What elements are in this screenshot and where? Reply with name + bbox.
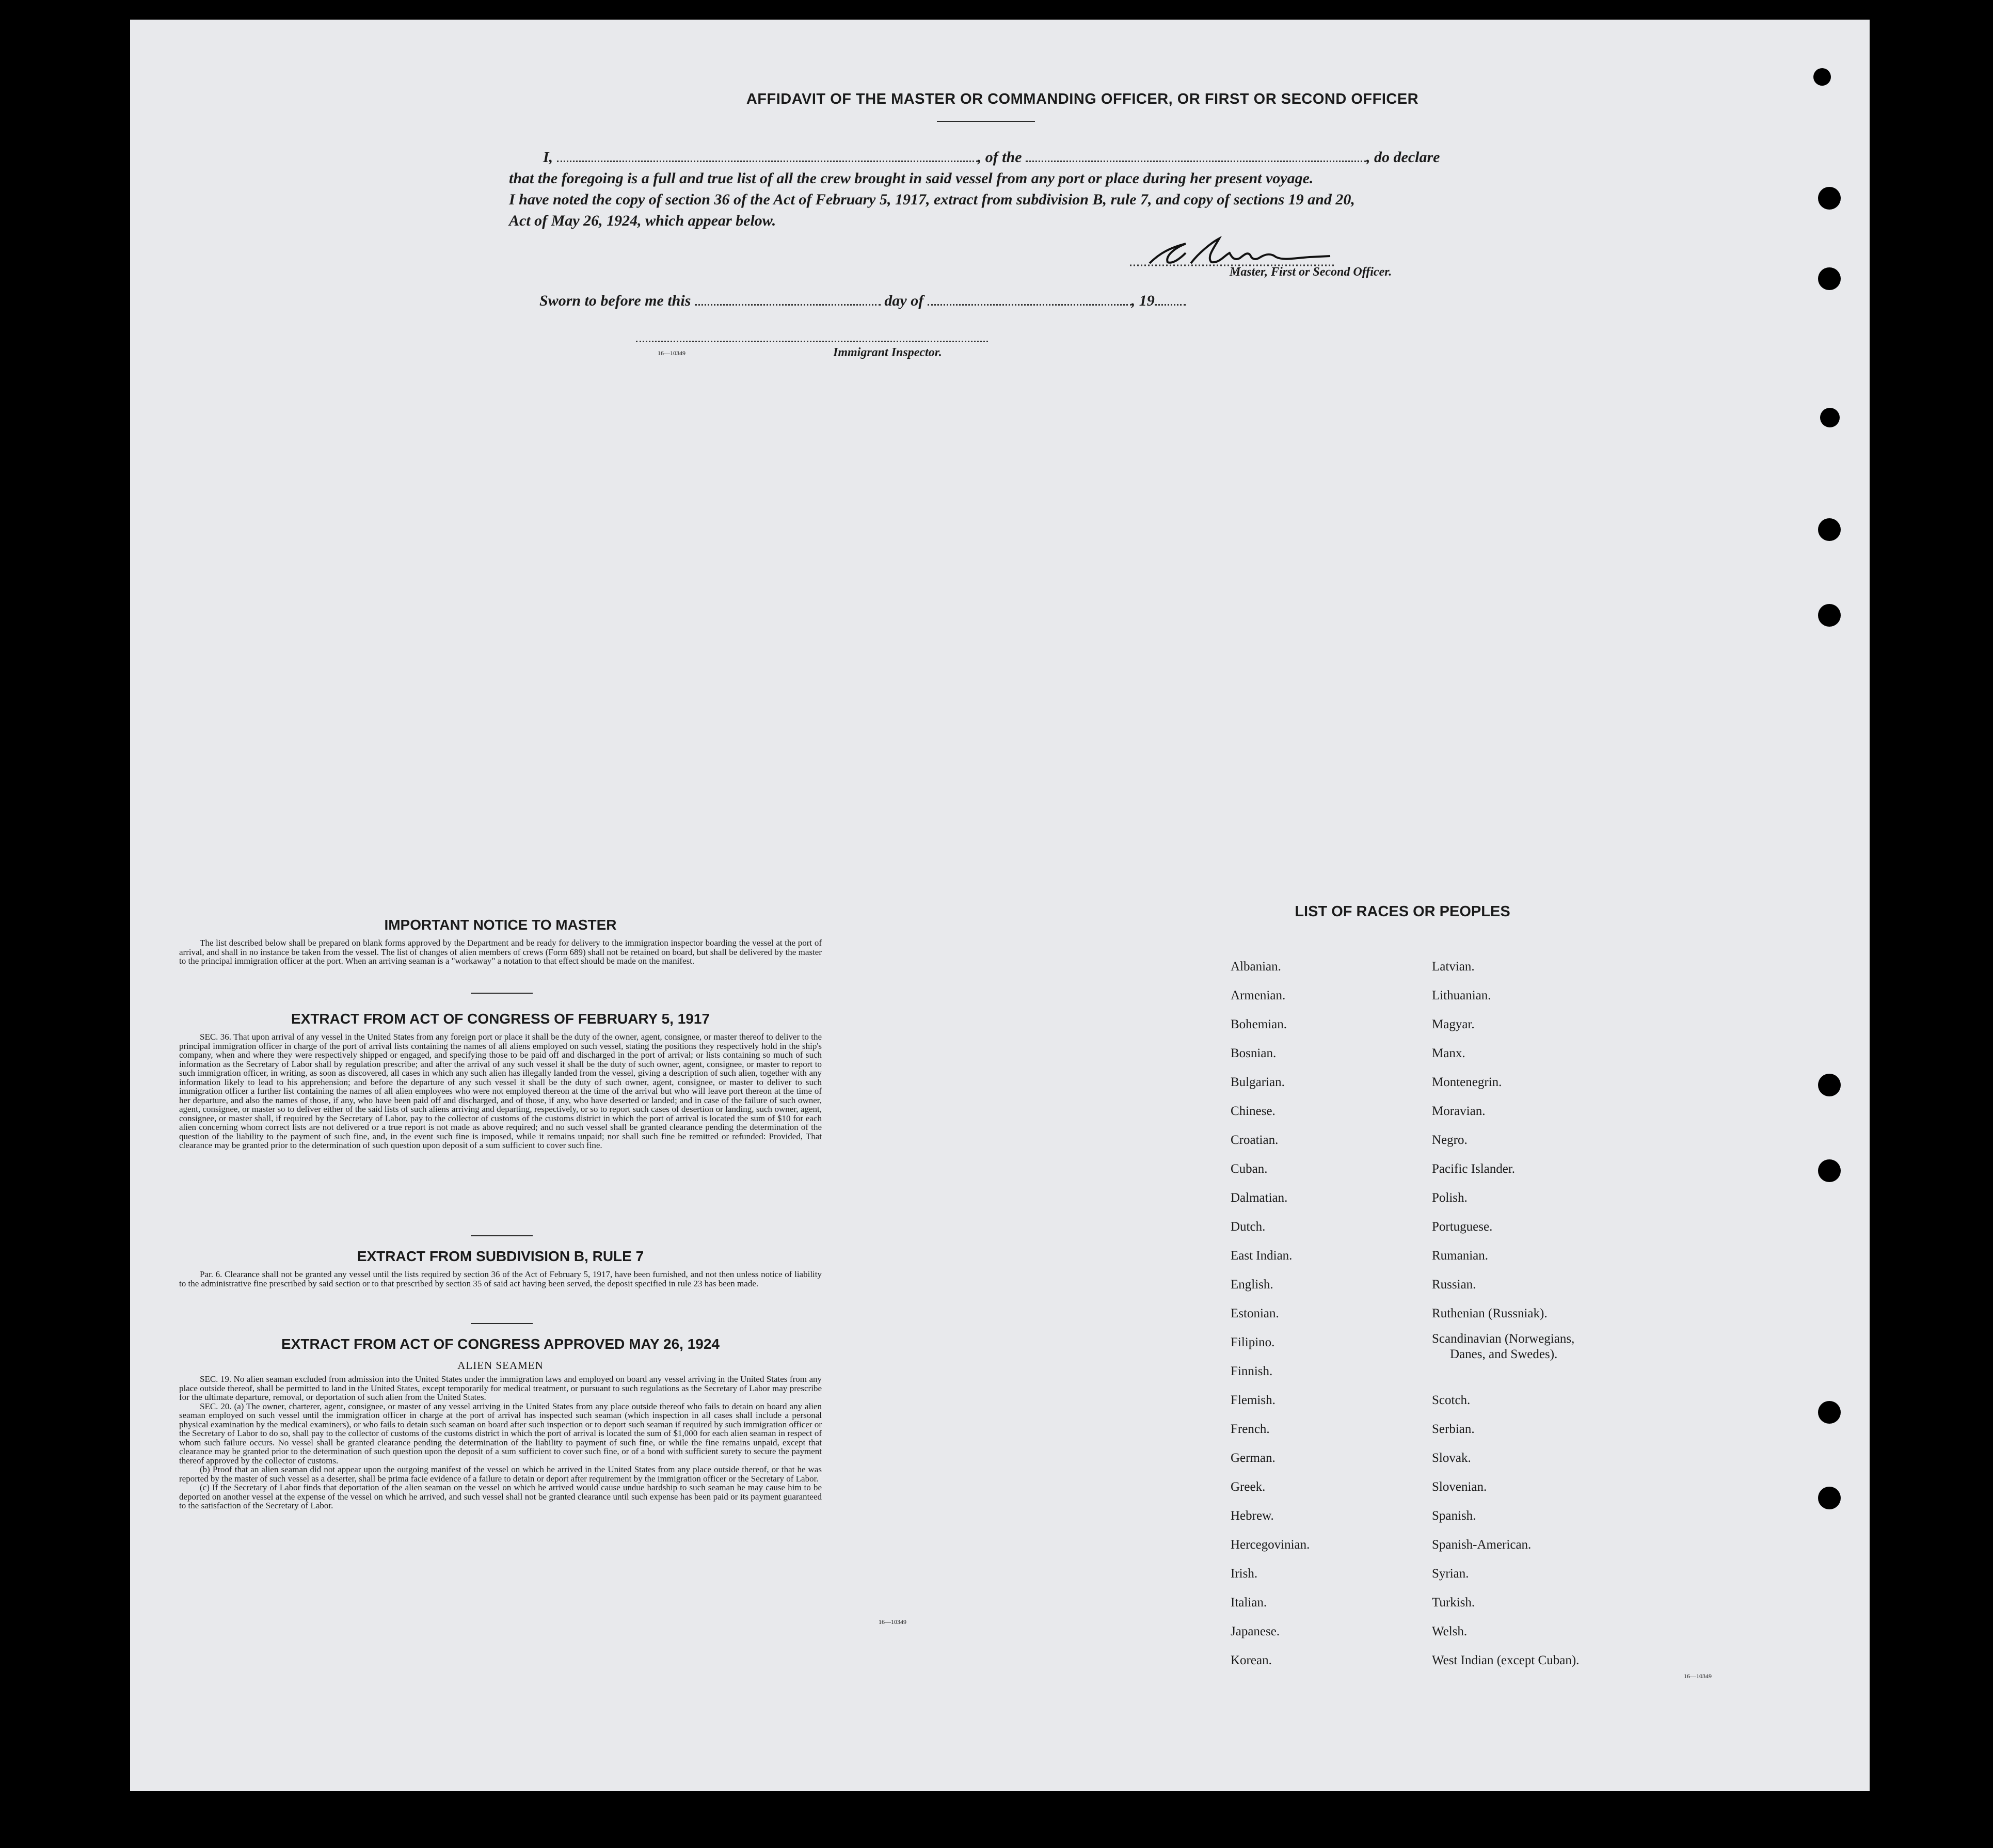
race-right-item: Polish. — [1432, 1191, 1468, 1205]
section-divider — [471, 993, 533, 994]
declaration-line-3: I have noted the copy of section 36 of the Act of February 5, 1917, extract from subdivision B, rule 7, and copy of sections 19 and 20, — [509, 191, 1355, 208]
race-right-item: Spanish-American. — [1432, 1538, 1532, 1552]
race-left-item: Finnish. — [1231, 1364, 1273, 1378]
race-right-item: Montenegrin. — [1432, 1075, 1502, 1089]
alien-seamen-subheading: ALIEN SEAMEN — [457, 1359, 544, 1372]
extract-rule7-heading: EXTRACT FROM SUBDIVISION B, RULE 7 — [357, 1248, 644, 1264]
punch-hole — [1818, 604, 1841, 627]
inspector-label: Immigrant Inspector. — [833, 346, 942, 359]
signature-label: Master, First or Second Officer. — [1230, 265, 1392, 279]
notice-heading: IMPORTANT NOTICE TO MASTER — [384, 917, 617, 933]
sworn-day-blank[interactable] — [695, 293, 881, 306]
sec-20b-text: (b) Proof that an alien seaman did not appear upon the outgoing manifest of the vessel on which he arrived in the United States from any place outside thereof, or that he was reported by the master of such vessel as a deserter, shall be prima facie evidence of a failure to detain or deport after requirement by the immigration officer or the Secretary of Labor. — [179, 1464, 822, 1484]
punch-hole — [1818, 267, 1841, 290]
sworn-line: Sworn to before me this day of , 19 — [539, 292, 1186, 310]
extract-1917-heading: EXTRACT FROM ACT OF CONGRESS OF FEBRUARY 5, 1917 — [291, 1011, 710, 1027]
race-right-item: Moravian. — [1432, 1104, 1486, 1118]
race-right-item: Latvian. — [1432, 960, 1475, 974]
race-left-item: Bosnian. — [1231, 1046, 1277, 1060]
punch-hole — [1818, 1401, 1841, 1424]
race-right-item: Welsh. — [1432, 1624, 1468, 1638]
race-left-item: Greek. — [1231, 1480, 1266, 1494]
race-left-item: Flemish. — [1231, 1393, 1275, 1407]
race-right-item: Ruthenian (Russniak). — [1432, 1307, 1548, 1320]
extract-1924-text — [179, 1375, 822, 1510]
race-left-item: Bulgarian. — [1231, 1075, 1285, 1089]
race-left-item: Irish. — [1231, 1567, 1258, 1581]
race-right-item: Negro. — [1432, 1133, 1468, 1147]
affidavit-title: AFFIDAVIT OF THE MASTER OR COMMANDING OFFICER, OR FIRST OR SECOND OFFICER — [746, 91, 1419, 107]
title-divider — [937, 121, 1035, 122]
extract-rule7-text: Par. 6. Clearance shall not be granted any vessel until the lists required by section 36 of the Act of February 5, 1917, have been furnished, and not then unless notice of liability to the administrative fine prescribed by said section or to that prescribed by section 35 of said act having been served, the deposit specified in rule 23 has been made. — [179, 1269, 822, 1288]
section-divider — [471, 1235, 533, 1236]
race-left-item: Chinese. — [1231, 1104, 1275, 1118]
punch-hole — [1818, 1074, 1841, 1096]
declaration-line-1: I, , of the , do declare — [543, 149, 1440, 166]
inspector-signature-line — [636, 341, 988, 342]
race-left-item: Armenian. — [1231, 989, 1286, 1002]
race-left-item: Cuban. — [1231, 1162, 1268, 1176]
race-right-item: Syrian. — [1432, 1567, 1469, 1581]
race-right-item: Manx. — [1432, 1046, 1465, 1060]
race-right-item: Scandinavian (Norwegians, — [1432, 1332, 1575, 1346]
race-right-item: Scotch. — [1432, 1393, 1471, 1407]
race-left-item: Estonian. — [1231, 1307, 1279, 1320]
race-right-item: Russian. — [1432, 1278, 1476, 1292]
document-page — [130, 20, 1870, 1791]
punch-hole — [1818, 1159, 1841, 1182]
race-right-item: Spanish. — [1432, 1509, 1476, 1523]
race-right-item: Danes, and Swedes). — [1450, 1347, 1558, 1361]
race-right-item: Rumanian. — [1432, 1249, 1489, 1263]
punch-hole — [1813, 68, 1831, 86]
sec-20a-text: SEC. 20. (a) The owner, charterer, agent, consignee, or master of any vessel arriving in the United States from any place outside thereof who fails to detain on board any alien seaman employed on such vessel until the immigration officer in charge at the port of arrival has inspected such seaman (which inspection in all cases shall include a personal physical examination by the medical examiners), or who fails to detain such seaman on board after such inspection or to deport such seaman if required by such immigration officer or the Secretary of Labor to do so, shall pay to the collector of customs of the customs district in which the port of arrival is located the sum of $1,000 for each alien seaman in respect of whom such failure occurs. No vessel shall be granted clearance pending the determination of the liability to payment of such fine, or while the fine remains unpaid, except that clearance may be granted prior to the determination of such question upon the deposit of a sum sufficient to cover such fine, or of a bond with sufficient surety to secure the payment thereof approved by the collector of customs. — [179, 1401, 822, 1465]
race-left-item: Filipino. — [1231, 1335, 1275, 1349]
races-heading: LIST OF RACES OR PEOPLES — [1295, 903, 1510, 920]
section-divider — [471, 1323, 533, 1324]
declaration-line-2: that the foregoing is a full and true list of all the crew brought in said vessel from any port or place during her present voyage. — [509, 170, 1314, 187]
sworn-month-blank[interactable] — [928, 293, 1131, 306]
race-left-item: Hebrew. — [1231, 1509, 1274, 1523]
race-left-item: Albanian. — [1231, 960, 1281, 974]
punch-hole — [1820, 408, 1840, 427]
race-right-item: Lithuanian. — [1432, 989, 1491, 1002]
race-left-item: Dutch. — [1231, 1220, 1266, 1234]
punch-hole — [1818, 1487, 1841, 1509]
vessel-blank[interactable] — [1026, 149, 1366, 162]
race-right-item: Serbian. — [1432, 1422, 1475, 1436]
notice-text: The list described below shall be prepared on blank forms approved by the Department and be ready for delivery to the immigration inspector boarding the vessel at the port of arrival, and shall in no instance be taken from the vessel. The list of changes of alien members of crews (Form 689) shall not be retained on board, but shall be delivered by the master to the principal immigration officer at the port. When an arriving seaman is a "workaway" a notation to that effect should be made on the manifest. — [179, 938, 822, 966]
sworn-year-blank[interactable] — [1155, 293, 1186, 306]
extract-1917-text: SEC. 36. That upon arrival of any vessel in the United States from any foreign port or place it shall be the duty of the owner, agent, consignee, or master thereof to deliver to the principal immigration officer in charge of the port of arrival lists containing the names of all aliens employed on such vessel, stating the positions they respectively hold in the ship's company, when and where they were respectively shipped or engaged, and specifying those to be paid off and discharged in the port of arrival; or lists containing so much of such information as the Secretary of Labor shall by regulation prescribe; and after the arrival of any such vessel it shall be the duty of such owner, agent, consignee, or master to report to such immigration officer, in writing, as soon as discovered, all cases in which any such alien has illegally landed from the vessel, giving a description of such alien, together with any information likely to lead to his apprehension; and before the departure of any such vessel it shall be the duty of such owner, agent, consignee, or master to deliver to such immigration officer a further list containing the names of all alien employees who were not employed thereon at the time of the arrival but who will leave port thereon at the time of her departure, and also the names of those, if any, who have been paid off and discharged, and of those, if any, who have deserted or landed; and in case of the failure of such owner, agent, consignee, or master so to deliver either of the said lists of such aliens arriving and departing, respectively, or so to report such cases of desertion or landing, such owner, agent, consignee, or master shall, if required by the Secretary of Labor, pay to the collector of customs of the customs district in which the port of arrival is located the sum of $10 for each alien concerning whom correct lists are not delivered or a true report is not made as above required; and no such vessel shall be granted clearance pending the determination of the question of the liability to the payment of such fine, and, in the event such fine is imposed, while it remains unpaid; nor shall such fine be remitted or refunded: Provided, That clearance may be granted prior to the determination of such question upon deposit of a sum sufficient to cover such fine. — [179, 1032, 822, 1150]
race-right-item: Slovenian. — [1432, 1480, 1487, 1494]
race-right-item: Pacific Islander. — [1432, 1162, 1516, 1176]
race-left-item: Bohemian. — [1231, 1017, 1287, 1031]
sec-19-text: SEC. 19. No alien seaman excluded from admission into the United States under the immigration laws and employed on board any vessel arriving in the United States from any place outside thereof, shall be permitted to land in the United States, except temporarily for medical treatment, or pursuant to such regulations as the Secretary of Labor may prescribe for the ultimate departure, removal, or deportation of such alien from the United States. — [179, 1374, 822, 1402]
race-left-item: Croatian. — [1231, 1133, 1279, 1147]
punch-hole — [1818, 187, 1841, 210]
name-blank[interactable] — [557, 149, 978, 162]
race-left-item: Korean. — [1231, 1653, 1272, 1667]
race-right-item: Slovak. — [1432, 1451, 1471, 1465]
race-left-item: English. — [1231, 1278, 1273, 1292]
race-right-item: Magyar. — [1432, 1017, 1475, 1031]
race-right-item: Turkish. — [1432, 1596, 1475, 1610]
punch-hole — [1818, 518, 1841, 541]
race-left-item: Japanese. — [1231, 1624, 1280, 1638]
race-right-item: Portuguese. — [1432, 1220, 1493, 1234]
race-left-item: Hercegovinian. — [1231, 1538, 1310, 1552]
declaration-line-4: Act of May 26, 1924, which appear below. — [509, 212, 776, 229]
sec-20c-text: (c) If the Secretary of Labor finds that deportation of the alien seaman on the vessel on which he arrived would cause undue hardship to such seaman he may cause him to be deported on another vessel at the expense of the vessel on which he arrived, and such vessel shall not be granted clearance until such expense has been paid or its payment guaranteed to the satisfaction of the Secretary of Labor. — [179, 1483, 822, 1510]
race-left-item: French. — [1231, 1422, 1270, 1436]
form-number-races: 16—10349 — [1684, 1672, 1712, 1680]
form-number-bottom: 16—10349 — [879, 1618, 906, 1626]
race-right-item: West Indian (except Cuban). — [1432, 1653, 1580, 1667]
form-number-top: 16—10349 — [658, 349, 685, 357]
race-left-item: East Indian. — [1231, 1249, 1293, 1263]
race-left-item: German. — [1231, 1451, 1275, 1465]
extract-1924-heading: EXTRACT FROM ACT OF CONGRESS APPROVED MAY 26, 1924 — [281, 1336, 720, 1352]
race-left-item: Dalmatian. — [1231, 1191, 1288, 1205]
race-left-item: Italian. — [1231, 1596, 1267, 1610]
